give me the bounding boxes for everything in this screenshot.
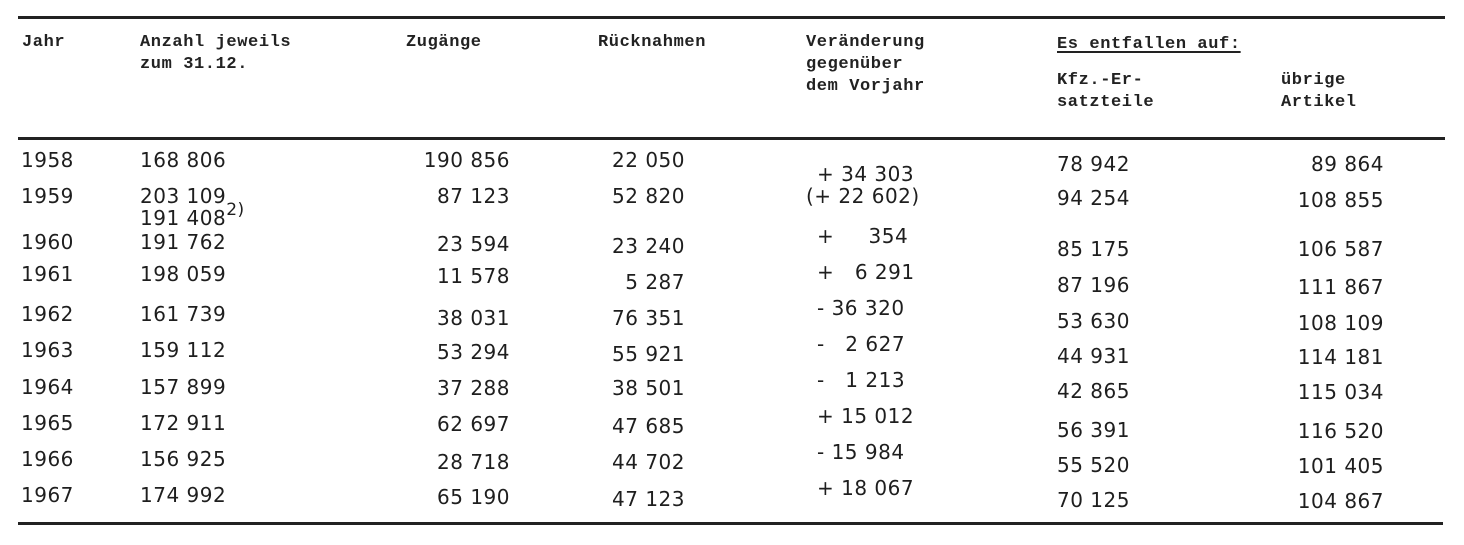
header-zugaenge: Zugänge [406,33,482,52]
cell-kfz: 70 125 [1057,488,1130,512]
cell-ruecknahmen: 38 501 [612,376,685,400]
cell-zugaenge: 11 578 [437,264,510,288]
cell-zugaenge: 62 697 [437,412,510,436]
cell-kfz: 56 391 [1057,418,1130,442]
cell-jahr: 1966 [21,447,74,471]
cell-kfz: 44 931 [1057,344,1130,368]
cell-uebrige: 104 867 [1297,489,1384,513]
header-group-es-entfallen-auf: Es entfallen auf: [1057,35,1241,54]
cell-ruecknahmen: 52 820 [612,184,685,208]
cell-anzahl: 174 992 [140,483,227,507]
cell-veraenderung: + 15 012 [817,404,915,428]
cell-uebrige: 115 034 [1297,380,1384,404]
cell-veraenderung: - 15 984 [817,440,905,464]
cell-jahr: 1963 [21,338,74,362]
bottom-rule [18,522,1443,525]
cell-uebrige: 106 587 [1297,237,1384,261]
header-veraenderung-line3: dem Vorjahr [806,77,925,96]
cell-anzahl: 172 911 [140,411,227,435]
footnote-marker: 2) [226,200,245,220]
cell-ruecknahmen: 5 287 [625,270,685,294]
cell-kfz: 94 254 [1057,186,1130,210]
header-jahr: Jahr [22,33,66,52]
cell-kfz: 78 942 [1057,152,1130,176]
cell-jahr: 1961 [21,262,74,286]
cell-veraenderung: (+ 22 602) [806,184,920,208]
cell-anzahl-revised [140,200,245,232]
cell-kfz: 53 630 [1057,309,1130,333]
header-veraenderung-line1: Veränderung [806,33,925,52]
header-uebrige-line2: Artikel [1281,93,1357,112]
cell-jahr: 1960 [21,230,74,254]
cell-uebrige: 108 855 [1297,188,1384,212]
cell-ruecknahmen: 55 921 [612,342,685,366]
cell-kfz: 42 865 [1057,379,1130,403]
header-kfz-line1: Kfz.-Er- [1057,71,1144,90]
cell-anzahl-revised-value: 191 408 [140,206,227,230]
cell-jahr: 1962 [21,302,74,326]
cell-anzahl: 168 806 [140,148,227,172]
cell-ruecknahmen: 22 050 [612,148,685,172]
cell-veraenderung: - 1 213 [817,368,906,392]
cell-uebrige: 101 405 [1297,454,1384,478]
cell-ruecknahmen: 23 240 [612,234,685,258]
cell-jahr: 1967 [21,483,74,507]
cell-anzahl: 203 109 [140,184,227,208]
cell-ruecknahmen: 47 685 [612,414,685,438]
cell-ruecknahmen: 47 123 [612,487,685,511]
cell-ruecknahmen: 76 351 [612,306,685,330]
cell-veraenderung: - 36 320 [817,296,905,320]
cell-jahr: 1958 [21,148,74,172]
header-rule [18,137,1445,140]
cell-veraenderung: + 34 303 [817,162,915,186]
cell-ruecknahmen: 44 702 [612,450,685,474]
cell-anzahl: 157 899 [140,375,227,399]
cell-anzahl: 198 059 [140,262,227,286]
cell-uebrige: 114 181 [1297,345,1384,369]
cell-zugaenge: 53 294 [437,340,510,364]
header-uebrige-line1: übrige [1281,71,1346,90]
cell-jahr: 1965 [21,411,74,435]
header-anzahl-line2: zum 31.12. [140,55,249,74]
cell-uebrige: 89 864 [1311,152,1384,176]
header-kfz-line2: satzteile [1057,93,1155,112]
cell-anzahl: 161 739 [140,302,227,326]
header-ruecknahmen: Rücknahmen [598,33,707,52]
cell-anzahl: 159 112 [140,338,227,362]
cell-anzahl: 156 925 [140,447,227,471]
cell-zugaenge: 23 594 [437,232,510,256]
cell-zugaenge: 37 288 [437,376,510,400]
cell-zugaenge: 190 856 [423,148,510,172]
cell-kfz: 55 520 [1057,453,1130,477]
cell-zugaenge: 38 031 [437,306,510,330]
cell-jahr: 1964 [21,375,74,399]
cell-uebrige: 116 520 [1297,419,1384,443]
cell-veraenderung: + 6 291 [817,260,915,284]
cell-jahr: 1959 [21,184,74,208]
cell-veraenderung: - 2 627 [817,332,906,356]
cell-kfz: 87 196 [1057,273,1130,297]
cell-zugaenge: 65 190 [437,485,510,509]
header-anzahl-line1: Anzahl jeweils [140,33,292,52]
cell-anzahl: 191 762 [140,230,227,254]
cell-zugaenge: 28 718 [437,450,510,474]
cell-uebrige: 111 867 [1297,275,1384,299]
header-veraenderung-line2: gegenüber [806,55,904,74]
cell-veraenderung: + 18 067 [817,476,915,500]
cell-kfz: 85 175 [1057,237,1130,261]
top-rule [18,16,1445,19]
cell-veraenderung: + 354 [817,224,909,248]
cell-zugaenge: 87 123 [437,184,510,208]
cell-uebrige: 108 109 [1297,311,1384,335]
